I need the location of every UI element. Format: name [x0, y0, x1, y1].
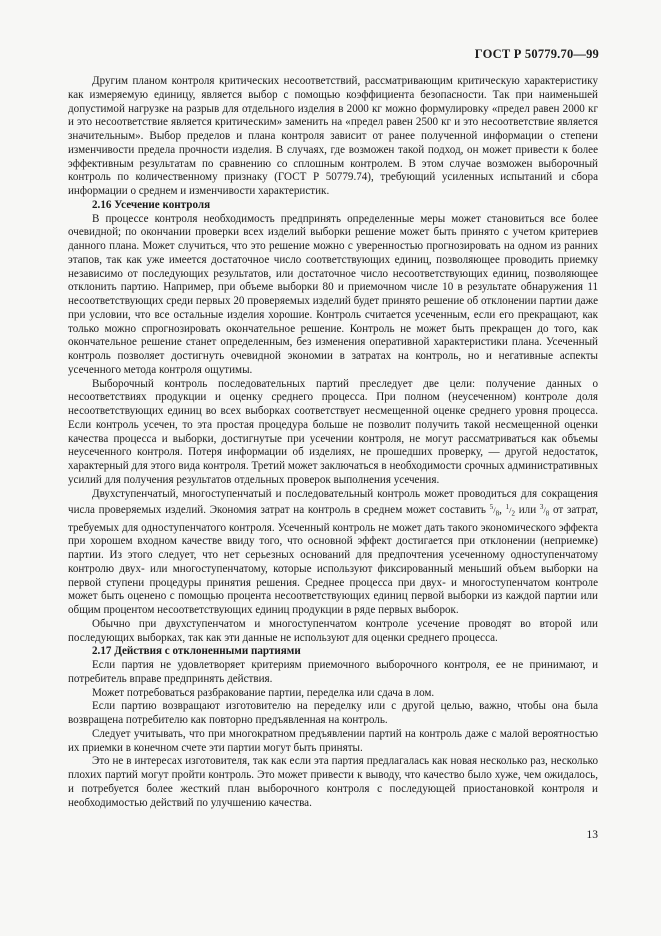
- fraction-five-eighths: $^5/_8$: [489, 503, 500, 518]
- paragraph-truncation-stages: Обычно при двухступенчатом и многоступенчатом контроле усечение проводят во второй или последующих выборках, так как эти данные не используют для оценки среднего процесса.: [68, 617, 598, 644]
- standard-code-header: ГОСТ Р 50779.70—99: [474, 47, 599, 61]
- paragraph-sorting: Может потребоваться разбракование партии, переделка или сдача в лом.: [92, 686, 435, 699]
- paragraph-manufacturer-interest: Это не в интересах изготовителя, так как если эта партия предлагалась как новая несколько раз, несколько плохих партий могут пройти контроль. Это может привести к выводу, что качество было хуже, чем ожидалось, и потребуется более жесткий план выборочного контроля с последующей приостановкой контроля и необходимостью действий по улучшению качества.: [68, 755, 598, 809]
- fraction-one-half: $^1/_2$: [505, 503, 515, 518]
- paragraph-rejected-lot: Если партия не удовлетворяет критериям приемочного выборочного контроля, ее не принимают, и потребитель вправе предпринять действия.: [68, 659, 598, 685]
- paragraph-truncation-intro: В процессе контроля необходимость предпринять определенные меры может становиться все более очевидной; по окончании проверки всех изделий выборки решение может быть принято с учетом критериев данного плана. Может случиться, что это решение можно с уверенностью прогнозировать на одном из ранних этапов, так как уже имеется достаточное число соответствующих единиц, позволяющее проводить приемку независимо от последующих результатов, или достаточное число несоответствующих единиц, позволяющее отклонить партию. Например, при объеме выборки 80 и приемочном числе 10 в результате обнаружения 11 несоответствующих среди первых 20 проверяемых изделий будет принято решение об отклонении партии даже при условии, что все остальные изделия хорошие. Контроль считается усеченным, если его прекращают, как только можно спрогнозировать окончательное решение. Контроль не может быть прекращен до того, как окончательное решение станет определенным, без изменения оперативной характеристики плана. Усеченный контроль позволяет достигнуть очевидной экономии в затратах на контроль, но и негативные аспекты усеченного метода контроля ощутимы.: [68, 212, 598, 376]
- section-heading-2-17: 2.17 Действия с отклоненными партиями: [92, 645, 301, 658]
- paragraph-return: Если партию возвращают изготовителю на переделку или с другой целью, важно, чтобы она была возвращена потребителю как повторно предъявленная на контроль.: [68, 700, 598, 727]
- paragraph-resubmission: Следует учитывать, что при многократном предъявлении партий на контроль даже с малой вероятностью их приемки в конечном счете эти партии могут быть приняты.: [68, 727, 598, 754]
- section-heading-2-16: 2.16 Усечение контроля: [92, 198, 211, 211]
- page-number: 13: [586, 829, 598, 841]
- economy-text-b: от затрат, требуемых для одноступенчатого контроля. Усеченный контроль не может дать такого экономического эффекта при хорошем входном качестве ввиду того, что основной эффект достигается при отклонении (неприемке) партии. Из этого следует, что нет серьезных оснований для предпочтения усеченному одноступенчатому контролю двух- или многоступенчатому, которые используют фиксированный меньший объем выборки на первой ступени процедуры принятия решения. Среднее процесса при двух- и многоступенчатом контроле может быть оценено с помощью процента несоответствующих единиц первой выборки из каждой партии или общим процентом несоответствующих единиц продукции в ряде первых выборок.: [68, 504, 598, 617]
- paragraph-sampling-goals: Выборочный контроль последовательных партий преследует две цели: получение данных о несоответствиях продукции и оценку среднего процесса. При полном (неусеченном) контроле доля несоответствующих единиц во всех выборках соответствует несмещенной оценке среднего уровня процесса. Если контроль усечен, то эта простая процедура больше не позволит получить такой несмещенной оценки качества процесса и выборки, достигнутые при усечении контроля, не могут рассматриваться как объемы неусеченного контроля. Потеря информации об изделиях, не прошедших проверку, — другой недостаток, характерный для этого вида контроля. Третий может заключаться в необходимости срочных административных усилий для получения результатов отдельных проверок выполнения усечения.: [68, 377, 598, 486]
- paragraph-economy: Двухступенчатый, многоступенчатый и последовательный контроль может проводиться для сокращения числа проверяемых изделий. Экономия затрат на контроль в среднем может составить $^5/_8$, $^1/_2$ или $^3/_8$ от затрат, требуемых для одноступенчатого контроля. Усеченный контроль не может дать такого экономического эффекта при хорошем входном качестве ввиду того, что основной эффект достигается при отклонении (неприемке) партии. Из этого следует, что нет серьезных оснований для предпочтения усеченному одноступенчатому контролю двух- или многоступенчатому, которые используют фиксированный меньший объем выборки на первой ступени процедуры принятия решения. Среднее процесса при двух- и многоступенчатом контроле может быть оценено с помощью процента несоответствующих единиц первой выборки из каждой партии или общим процентом несоответствующих единиц продукции в ряде первых выборок.: [68, 487, 598, 617]
- intro-paragraph: Другим планом контроля критических несоответствий, рассматривающим критическую характеристику как измеряемую единицу, является выбор с помощью коэффициента безопасности. Так при наименьшей допустимой нагрузке на разрыв для отдельного изделия в 2000 кг можно формулировку «предел равен 2000 кг и это несоответствие является критическим» заменить на «предел равен 2500 кг и это несоответствие является значительным». Выбор пределов и плана контроля зависит от ранее полученной информации о степени изменчивости предела прочности изделия. В случаях, где возможен такой подход, он может привести к более эффективным результатам по сравнению со сплошным контролем. В этом случае возможен выборочный контроль по количественному признаку (ГОСТ Р 50779.74), требующий усиленных испытаний и сбора информации о среднем и изменчивости характеристик.: [68, 75, 598, 197]
- economy-text-a: Двухступенчатый, многоступенчатый и последовательный контроль может проводиться для сокращения числа проверяемых изделий. Экономия затрат на контроль в среднем может составить: [68, 487, 598, 517]
- fraction-three-eighths: $^3/_8$: [539, 503, 550, 518]
- document-body: [68, 75, 598, 810]
